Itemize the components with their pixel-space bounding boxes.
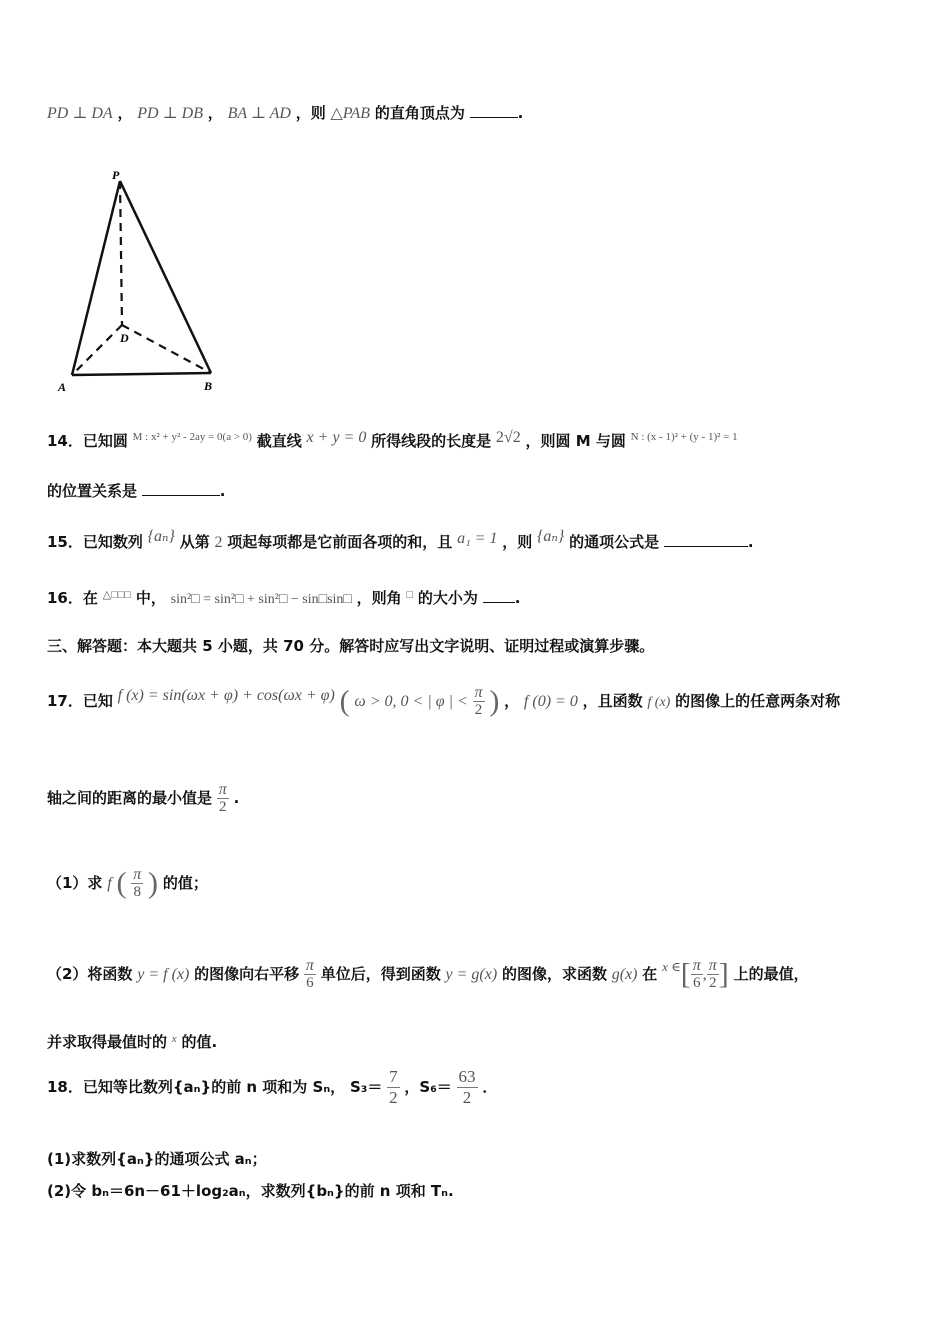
pyramid-figure xyxy=(52,165,222,400)
q18-s3: S₃＝ xyxy=(349,1078,383,1096)
q14-length-text: 所得线段的长度是 xyxy=(371,432,492,450)
edge-db xyxy=(122,325,211,373)
answer-blank xyxy=(470,103,518,118)
q14-circle-m: M : x² + y² - 2ay = 0(a > 0) xyxy=(132,431,252,443)
frac-num: π xyxy=(305,957,314,974)
edge-pa xyxy=(72,181,120,375)
q17-part1-f: f xyxy=(107,875,112,892)
left-bracket: [ xyxy=(680,957,691,991)
q17-pi-over-6b xyxy=(691,958,703,991)
q17-f0: f (0) = 0 xyxy=(523,693,578,710)
q15-a1: a₁ = 1 xyxy=(457,530,498,547)
frac-num: π xyxy=(708,957,717,974)
q17-pi-over-6 xyxy=(304,958,316,991)
q13-pd-db: PD ⊥ DB xyxy=(137,105,203,122)
q18-number: 18．已知等比数列{aₙ}的前 n 项和为 Sₙ， xyxy=(47,1078,346,1096)
edge-da xyxy=(72,325,122,375)
frac-den: 2 xyxy=(462,1088,472,1107)
q15-text1: 从第 xyxy=(179,533,210,551)
q17-number: 17．已知 xyxy=(47,692,113,710)
q15-text4: 的通项公式是 xyxy=(569,533,660,551)
q17-part2-line2 xyxy=(47,1028,217,1053)
frac-den: 2 xyxy=(219,799,227,815)
left-paren: ( xyxy=(339,684,350,718)
q13-triangle: △PAB xyxy=(330,105,371,122)
q14-line-eq: x + y = 0 xyxy=(306,429,367,446)
q17-text2: 的图像上的任意两条对称 xyxy=(675,692,841,710)
answer-blank xyxy=(142,481,220,496)
frac-num: π xyxy=(133,866,142,883)
q17-text1: ，且函数 xyxy=(582,692,643,710)
q17-part1 xyxy=(47,860,208,906)
q16-box: □ xyxy=(406,589,414,601)
q14-line1 xyxy=(47,426,738,452)
frac-num: π xyxy=(218,781,227,798)
frac-num: 7 xyxy=(389,1067,398,1086)
label-p: P xyxy=(112,168,120,182)
q17-pi-over-2 xyxy=(473,685,485,718)
frac-den: 2 xyxy=(709,975,717,991)
q17-fx: f (x) = sin(ωx + φ) + cos(ωx + φ) xyxy=(117,687,335,704)
q18-part1: (1)求数列{aₙ}的通项公式 aₙ； xyxy=(47,1150,267,1168)
frac-den: 8 xyxy=(133,884,141,900)
q17-pi-over-2b xyxy=(217,782,229,815)
section-3-heading: 三、解答题：本大题共 5 小题，共 70 分。解答时应写出文字说明、证明过程或演算步骤。 xyxy=(47,637,655,655)
q17-part2-text4: 上的最值， xyxy=(733,965,809,983)
q16-text2: 的大小为 xyxy=(417,589,478,607)
q17-part2-text3: 的图像，求函数 xyxy=(501,965,607,983)
frac-num: 63 xyxy=(458,1067,476,1086)
q16-equation: sin²□ = sin²□ + sin²□ − sin□sin□ xyxy=(170,592,352,607)
frac-den: 2 xyxy=(474,702,483,718)
right-bracket: ] xyxy=(718,957,729,991)
label-b: B xyxy=(204,379,213,393)
q13-pd-da: PD ⊥ DA xyxy=(47,105,113,122)
q17-pi-over-2c xyxy=(707,958,719,991)
q17-line1 xyxy=(47,676,840,716)
answer-blank xyxy=(483,588,515,603)
q17-fx2: f (x) xyxy=(647,695,671,710)
q14-circle-n: N : (x - 1)² + (y - 1)² = 1 xyxy=(630,431,738,443)
q16-triangle: △□□□ xyxy=(102,589,132,601)
frac-den: 6 xyxy=(693,975,701,991)
q17-part2-ygx: y = g(x) xyxy=(445,966,498,983)
q15-text3: ，则 xyxy=(502,533,533,551)
q15-sequence-2: {aₙ} xyxy=(537,528,565,545)
q14-number: 14．已知圆 xyxy=(47,432,128,450)
q17-part2-line1: （2）将函数 y = f (x) 的图像向右平移 $\frac{\pi}{6}$ 单位后，得到函数 y = g(x) 的图像，求函数 g(x) 在 x ∈[ $\frac{\pi}{6}$ , $\frac{\pi}{2}$ ] 上的最值， xyxy=(47,957,809,991)
left-paren: ( xyxy=(116,866,127,900)
q17-period: . xyxy=(233,789,240,807)
right-paren: ) xyxy=(148,866,159,900)
q17-part2-yfx: y = f (x) xyxy=(137,966,190,983)
q16-number: 16．在 xyxy=(47,589,98,607)
q13-line: PD ⊥ DA ， PD ⊥ DB ， BA ⊥ AD ，则 △PAB 的直角顶点为 . xyxy=(47,104,524,122)
frac-num: π xyxy=(474,684,483,701)
q17-part1-tail: 的值； xyxy=(162,874,208,892)
label-d: D xyxy=(120,331,129,345)
q16-text1: ，则角 xyxy=(356,589,402,607)
q17-part2-gx: g(x) xyxy=(611,966,638,983)
q17-part1-label: （1）求 xyxy=(47,874,103,892)
q17-line2-text: 轴之间的距离的最小值是 xyxy=(47,789,213,807)
q13-tail: 的直角顶点为 xyxy=(374,104,465,122)
q15-two: 2 xyxy=(214,534,223,551)
q13-ba-ad: BA ⊥ AD xyxy=(227,105,291,122)
q14-cut: 截直线 xyxy=(256,432,302,450)
q17-part2-line2a: 并求取得最值时的 xyxy=(47,1033,168,1051)
q17-part2-line2b: 的值. xyxy=(181,1033,218,1051)
edge-pb xyxy=(120,181,211,373)
right-paren: ) xyxy=(489,684,500,718)
answer-blank xyxy=(664,532,748,547)
label-a: A xyxy=(58,380,67,394)
frac-num: π xyxy=(692,957,701,974)
edge-pd xyxy=(120,181,122,325)
q15-line: 15．已知数列 {aₙ} 从第 2 项起每项都是它前面各项的和，且 a₁ = 1 ，则 {aₙ} 的通项公式是 . xyxy=(47,528,754,551)
q16-zhong: 中， xyxy=(135,589,166,607)
q17-part2-text1: 的图像向右平移 xyxy=(194,965,300,983)
frac-den: 6 xyxy=(306,975,314,991)
q14-tail: 的位置关系是 xyxy=(47,482,138,500)
q15-text2: 项起每项都是它前面各项的和，且 xyxy=(227,533,453,551)
q18-end: ． xyxy=(482,1078,498,1096)
q17-part2-x-in: x ∈ xyxy=(662,959,681,974)
q17-part2-text2: 单位后，得到函数 xyxy=(320,965,441,983)
q17-pi-over-8 xyxy=(131,867,143,900)
q18-s6: ，S₆＝ xyxy=(404,1078,452,1096)
q13-then: ，则 xyxy=(295,104,326,122)
q15-number: 15．已知数列 xyxy=(47,533,143,551)
q15-sequence: {aₙ} xyxy=(147,528,175,545)
q17-comma: ， xyxy=(504,692,520,710)
q17-line2 xyxy=(47,778,239,818)
q16-line: 16．在 △□□□ 中， sin²□ = sin²□ + sin²□ − sin□sin□ ，则角 □ 的大小为 . xyxy=(47,589,521,607)
q18-seven-halves xyxy=(387,1067,400,1108)
frac-den: 2 xyxy=(389,1088,398,1107)
q18-part2: (2)令 bₙ＝6n－61＋log₂aₙ，求数列{bₙ}的前 n 项和 Tₙ. xyxy=(47,1182,454,1200)
q14-line2: 的位置关系是 . xyxy=(47,482,226,500)
q14-length-val: 2√2 xyxy=(495,429,521,446)
q17-part2-x: x xyxy=(171,1033,177,1045)
q17-part2-zai: 在 xyxy=(642,965,658,983)
q17-part2-label: （2）将函数 xyxy=(47,965,133,983)
q18-line xyxy=(47,1064,497,1110)
q17-condition: ω > 0, 0 < | φ | < xyxy=(354,693,468,710)
q14-relation: ，则圆 M 与圆 xyxy=(525,432,626,450)
edge-ab xyxy=(72,373,211,375)
q18-63-halves xyxy=(457,1067,478,1108)
